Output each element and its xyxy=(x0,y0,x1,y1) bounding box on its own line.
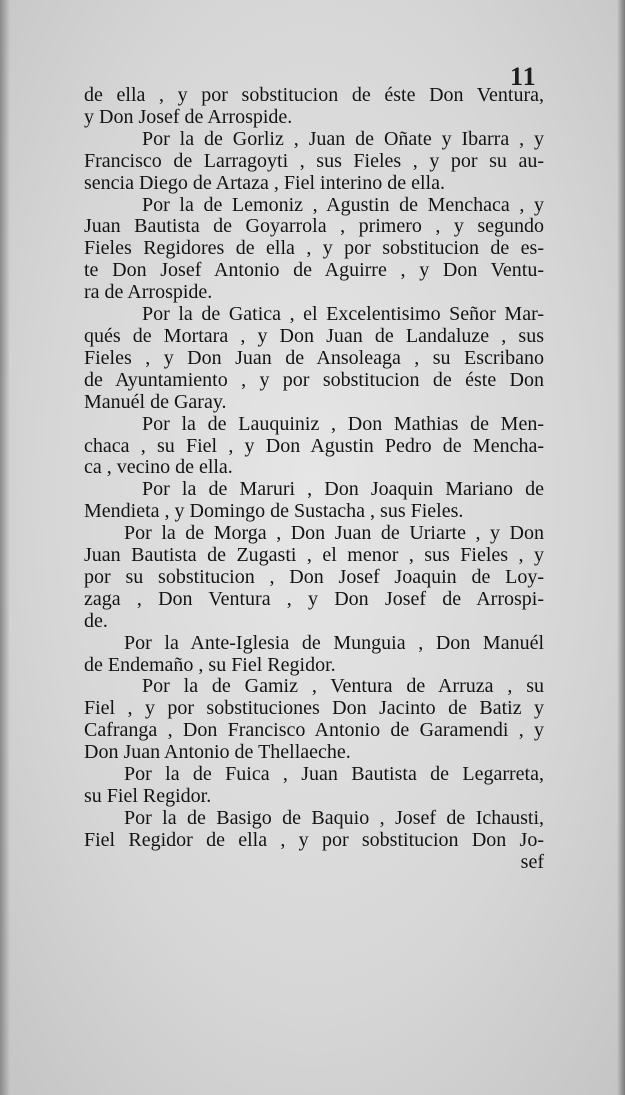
page-right-shadow xyxy=(617,0,625,1095)
text-line: Por la de Gorliz , Juan de Oñate y Ibarra , y xyxy=(142,127,544,150)
text-line: Por la de Morga , Don Juan de Uriarte , y Don xyxy=(124,522,544,545)
text-line: Francisco de Larragoyti , sus Fieles , y por su au- xyxy=(84,149,544,172)
body-text xyxy=(84,85,544,874)
text-line: Cafranga , Don Francisco Antonio de Garamendi , y xyxy=(84,719,544,742)
text-line: Fiel , y por sobstituciones Don Jacinto de Batiz y xyxy=(84,697,544,720)
text-line: su Fiel Regidor. xyxy=(84,785,212,807)
text-line: Por la de Maruri , Don Joaquin Mariano de xyxy=(142,478,544,501)
text-line: de Endemaño , su Fiel Regidor. xyxy=(84,653,336,676)
text-line: ca , vecino de ella. xyxy=(84,456,233,479)
text-line: Mendieta , y Domingo de Sustacha , sus Fieles. xyxy=(84,500,464,523)
text-line: y Don Josef de Arrospide. xyxy=(84,105,293,128)
text-line: Por la de Basigo de Baquio , Josef de Ichausti, xyxy=(124,806,544,829)
page-number: 11 xyxy=(510,62,537,91)
catchword: sef xyxy=(520,850,544,873)
text-line: Por la de Fuica , Juan Bautista de Legarreta, xyxy=(124,763,544,786)
text-line: de ella , y por sobstitucion de éste Don Ventura, xyxy=(84,84,544,106)
page-left-shadow xyxy=(0,0,10,1095)
text-line: Fieles Regidores de ella , y por sobstitucion de es- xyxy=(84,237,544,260)
text-line: Don Juan Antonio de Thellaeche. xyxy=(84,741,351,764)
text-line: Fiel Regidor de ella , y por sobstitucion Don Jo- xyxy=(84,828,544,851)
text-line: de. xyxy=(84,609,108,632)
text-line: qués de Mortara , y Don Juan de Landaluze , sus xyxy=(84,324,544,347)
text-line: Por la de Lemoniz , Agustin de Menchaca , y xyxy=(142,193,544,216)
text-line: ra de Arrospide. xyxy=(84,281,213,304)
text-line: Por la Ante-Iglesia de Munguia , Don Manuél xyxy=(124,631,544,654)
text-line: por su sobstitucion , Don Josef Joaquin de Loy- xyxy=(84,565,544,588)
text-line: Juan Bautista de Goyarrola , primero , y segundo xyxy=(84,215,544,238)
text-line: Manuél de Garay. xyxy=(84,390,227,413)
text-line: Por la de Lauquiniz , Don Mathias de Men- xyxy=(142,412,544,435)
text-line: zaga , Don Ventura , y Don Josef de Arrospi- xyxy=(84,587,544,610)
text-line: de Ayuntamiento , y por sobstitucion de éste Don xyxy=(84,368,544,391)
text-line: Juan Bautista de Zugasti , el menor , sus Fieles , y xyxy=(84,544,544,567)
text-line: chaca , su Fiel , y Don Agustin Pedro de Mencha- xyxy=(84,434,544,457)
text-line: Por la de Gamiz , Ventura de Arruza , su xyxy=(142,675,544,698)
text-line: Por la de Gatica , el Excelentisimo Señor Mar- xyxy=(142,303,544,326)
text-line: te Don Josef Antonio de Aguirre , y Don Ventu- xyxy=(84,259,544,282)
text-line: sencia Diego de Artaza , Fiel interino de ella. xyxy=(84,171,445,194)
text-line: Fieles , y Don Juan de Ansoleaga , su Escribano xyxy=(84,346,544,369)
